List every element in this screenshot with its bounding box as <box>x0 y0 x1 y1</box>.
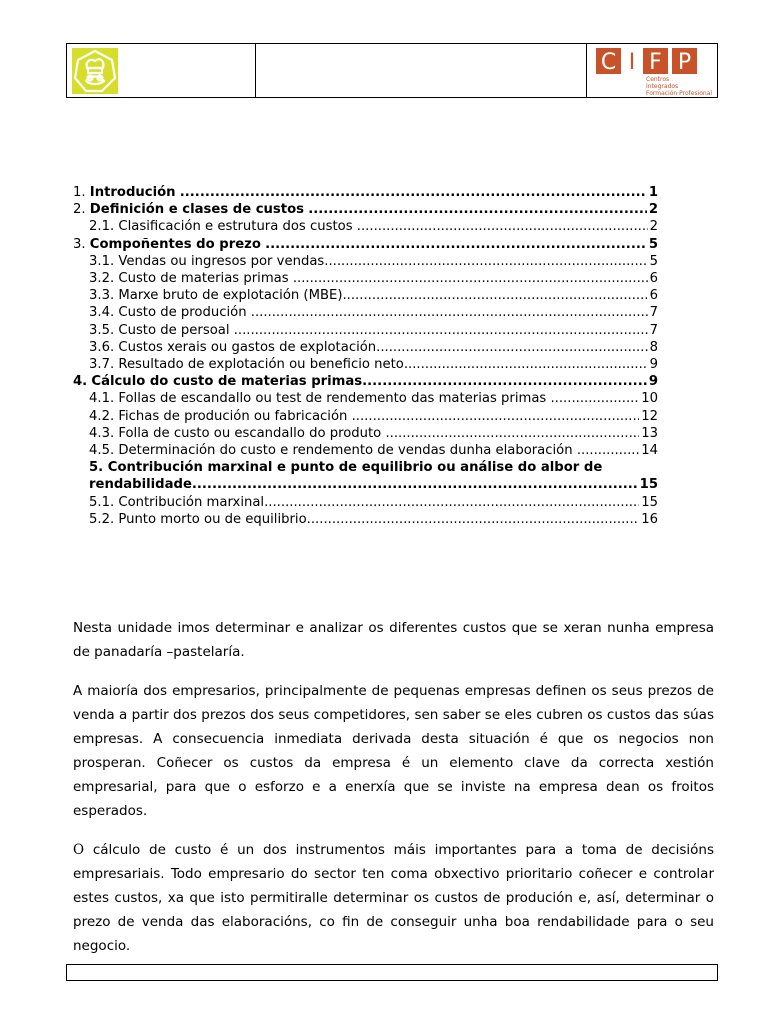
toc-entry[interactable] <box>73 494 658 511</box>
cifp-logo <box>596 48 721 96</box>
toc-entry-page: 6 <box>649 288 658 304</box>
toc-entry-number: 2. <box>73 202 86 218</box>
toc-entry-title: Vendas ou ingresos por vendas <box>118 253 325 269</box>
paragraph-cost-calculation <box>73 838 714 958</box>
toc-entry-page: 15 <box>641 494 658 510</box>
header-right-cell <box>587 44 717 97</box>
toc-entry-title: Determinación do custo e rendemento de vendas dunha elaboración <box>118 443 573 459</box>
toc-entry[interactable] <box>73 390 658 407</box>
cifp-tagline: Formación Profesional <box>646 90 713 96</box>
toc-entry[interactable] <box>73 236 658 253</box>
toc-entry-number: 2.1. <box>89 219 115 235</box>
toc-entry[interactable] <box>73 218 658 235</box>
toc-leader-dots <box>376 339 647 356</box>
cifp-letter: I <box>628 50 636 75</box>
toc-entry-number: 3.6. <box>89 339 115 355</box>
toc-leader-dots <box>357 218 648 235</box>
toc-entry-number: 3.1. <box>89 253 115 269</box>
cifp-letter: P <box>677 50 692 75</box>
toc-entry-number: 4.3. <box>89 425 115 441</box>
toc-entry-title: Punto morto ou de equilibrio <box>118 511 307 527</box>
toc-leader-dots <box>308 201 647 218</box>
cifp-letter: C <box>600 50 617 75</box>
toc-entry-page: 5 <box>649 253 658 269</box>
toc-entry-title: Marxe bruto de explotación (MBE) <box>118 288 343 304</box>
toc-entry[interactable] <box>73 356 658 373</box>
toc-leader-dots <box>404 356 648 373</box>
toc-entry-number: 3. <box>73 236 86 252</box>
toc-entry-number: 5.2. <box>89 511 115 527</box>
toc-entry[interactable] <box>73 408 658 425</box>
toc-entry-page: 7 <box>649 305 658 321</box>
toc-entry[interactable] <box>73 304 658 321</box>
toc-leader-dots <box>264 494 639 511</box>
toc-leader-dots <box>180 184 647 201</box>
toc-entry[interactable] <box>73 425 658 442</box>
toc-entry-title: Resultado de explotación ou beneficio neto <box>118 357 404 373</box>
toc-entry-number: 3.2. <box>89 271 115 287</box>
toc-entry-number: 5.1. <box>89 494 115 510</box>
toc-entry-page: 8 <box>649 339 658 355</box>
toc-entry-title: Custo de materias primas <box>118 271 289 287</box>
toc-entry[interactable] <box>73 287 658 304</box>
body-text <box>73 616 714 973</box>
toc-leader-dots <box>385 425 639 442</box>
header-middle-cell <box>256 44 587 97</box>
toc-leader-dots <box>192 476 638 493</box>
toc-entry-title: Introdución <box>89 185 176 200</box>
toc-entry-wrapped[interactable] <box>73 459 658 476</box>
toc-leader-dots <box>324 253 647 270</box>
toc-entry-number: 4. <box>73 374 88 390</box>
toc-entry[interactable] <box>73 373 658 390</box>
toc-entry-page: 16 <box>641 511 658 527</box>
page-header <box>66 43 718 98</box>
toc-entry-page: 9 <box>649 357 658 373</box>
toc-entry-page: 13 <box>641 425 658 441</box>
page-footer <box>66 964 718 981</box>
toc-leader-dots <box>342 287 647 304</box>
toc-entry-page: 9 <box>648 374 658 390</box>
toc-entry-title: Contribución marxinal e punto de equilibrio ou análise do albor de <box>107 460 603 476</box>
toc-leader-dots <box>352 408 640 425</box>
cifp-tagline: Integrados <box>646 83 679 90</box>
toc-leader-dots <box>251 304 648 321</box>
toc-entry-page: 2 <box>648 202 658 218</box>
toc-entry[interactable] <box>73 270 658 287</box>
toc-entry-number: 3.7. <box>89 357 115 373</box>
toc-leader-dots <box>234 322 648 339</box>
toc-entry-number: 4.1. <box>89 391 115 407</box>
toc-entry[interactable] <box>73 511 658 528</box>
toc-entry-title: Follas de escandallo ou test de rendemento das materias primas <box>118 391 547 407</box>
toc-entry-title: rendabilidade <box>89 477 192 493</box>
toc-entry-page: 12 <box>641 408 658 424</box>
paragraph-intro: Nesta unidade imos determinar e analizar os diferentes custos que se xeran nunha empresa de panadaría –pastelaría. <box>73 620 714 660</box>
paragraph-context: A maioría dos empresarios, principalmente de pequenas empresas definen os seus prezos de venda a partir dos prezos dos seus competidores, sen saber se eles cubren os custos das súas empresas. A consecuencia inmediata derivada desta situación é que os negocios non prosperan. Coñecer os custos da empresa é un elemento clave da correcta xestión empresarial, para que o esforzo e a enerxía que se inviste na empresa dean os froitos esperados. <box>73 683 714 819</box>
toc-leader-dots <box>265 236 647 253</box>
toc-entry[interactable] <box>73 184 658 201</box>
table-of-contents <box>73 184 658 528</box>
toc-entry-title: Clasificación e estrutura dos custos <box>118 219 353 235</box>
toc-entry-title: Compoñentes do prezo <box>89 236 261 252</box>
toc-entry-title: Fichas de produción ou fabricación <box>118 408 348 424</box>
toc-leader-dots <box>577 442 639 459</box>
toc-entry-page: 2 <box>649 219 658 235</box>
toc-entry-title: Folla de custo ou escandallo do produto <box>118 425 382 441</box>
toc-entry-number: 1. <box>73 185 86 200</box>
toc-entry-title: Custos xerais ou gastos de explotación <box>118 339 377 355</box>
toc-entry[interactable] <box>73 322 658 339</box>
toc-leader-dots <box>550 390 639 407</box>
toc-entry-page: 7 <box>649 322 658 338</box>
toc-entry-number: 4.2. <box>89 408 115 424</box>
toc-entry-page: 15 <box>639 477 658 493</box>
toc-entry-number: 3.5. <box>89 322 115 338</box>
toc-entry-title: Cálculo do custo de materias primas <box>91 374 363 390</box>
chef-logo-icon <box>72 48 118 94</box>
toc-entry[interactable] <box>73 339 658 356</box>
toc-entry[interactable] <box>73 442 658 459</box>
toc-entry-page: 6 <box>649 271 658 287</box>
paragraph-first-letter: O <box>73 842 85 858</box>
cifp-letter: F <box>649 50 662 75</box>
toc-leader-dots <box>362 373 647 390</box>
toc-entry-number: 5. <box>89 460 104 476</box>
toc-entry-page: 10 <box>641 391 658 407</box>
toc-entry-page: 1 <box>648 185 658 200</box>
toc-leader-dots <box>293 270 648 287</box>
toc-entry-title: Definición e clases de custos <box>89 202 304 218</box>
cifp-tagline: Centros <box>646 76 670 83</box>
paragraph-rest: cálculo de custo é un dos instrumentos máis importantes para a toma de decisións empresariais. Todo empresario do sector ten coma obxectivo prioritario coñecer e controlar estes custos, xa que isto permitiralle determinar os custos de produción e, así, determinar o prezo de venda das elaboracións, co fin de conseguir unha boa rendabilidade para o seu negocio. <box>73 842 714 954</box>
toc-entry-title: Custo de produción <box>118 305 247 321</box>
toc-entry-continuation[interactable] <box>73 476 658 493</box>
header-left-cell <box>67 44 256 97</box>
toc-entry-number: 3.3. <box>89 288 115 304</box>
toc-entry-title: Custo de persoal <box>118 322 230 338</box>
toc-entry[interactable] <box>73 201 658 218</box>
toc-entry-number: 3.4. <box>89 305 115 321</box>
toc-entry-number: 4.5. <box>89 443 115 459</box>
toc-entry[interactable] <box>73 253 658 270</box>
toc-entry-page: 14 <box>641 443 658 459</box>
toc-leader-dots <box>307 511 640 528</box>
toc-entry-title: Contribución marxinal <box>118 494 265 510</box>
toc-entry-page: 5 <box>648 236 658 252</box>
